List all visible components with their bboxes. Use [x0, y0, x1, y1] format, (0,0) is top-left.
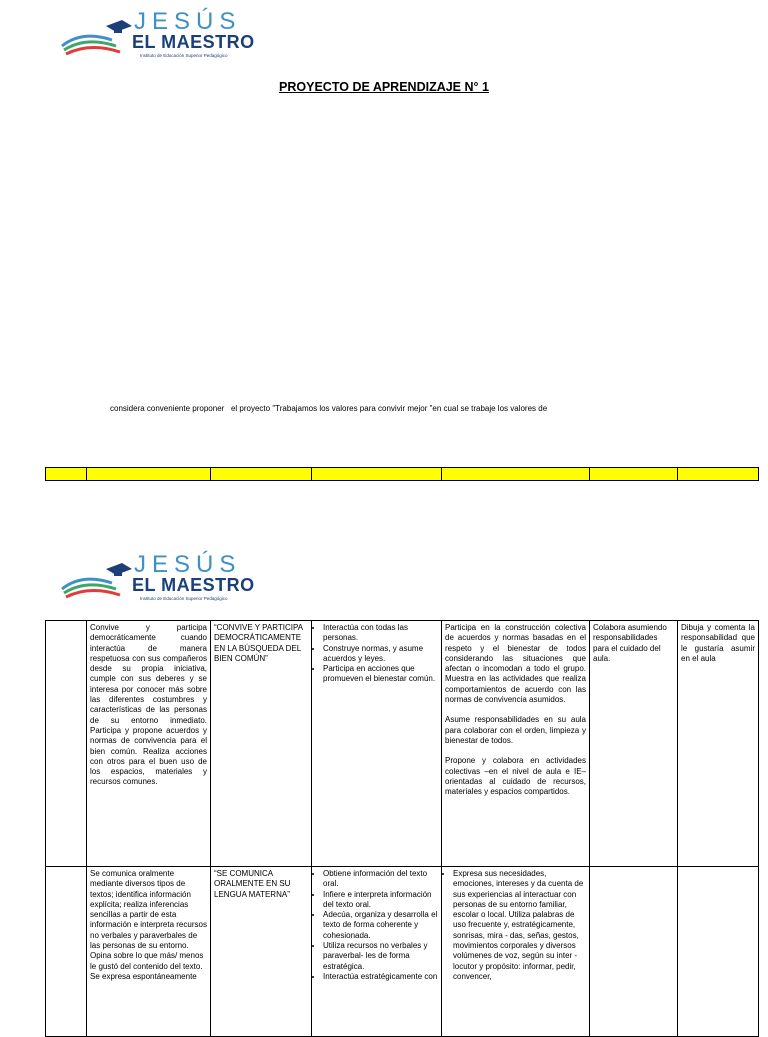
capacities-cell — [312, 867, 442, 1037]
standard-cell: Convive y participa democráticamente cuando interactúa de manera respetuosa con sus compañeros desde su propia iniciativa, cumple con sus deberes y se interesa por conocer más sobre las diferentes costumbres y características de las personas de su entorno inmediato. Participa y propone acuerdos y normas de convivencia para el bien común. Realiza acciones con otros para el buen uso de los espacios, materiales y recursos comunes. — [87, 621, 211, 867]
learning-project-table — [45, 620, 759, 1037]
institute-logo — [60, 553, 260, 601]
capacity-item: • Infiere e interpreta información del texto oral. — [323, 890, 438, 911]
performance-cell — [442, 867, 590, 1037]
table-row — [46, 867, 759, 1037]
header-cell — [442, 468, 590, 481]
swoosh-graduation-cap-icon — [60, 559, 132, 599]
criteria-cell — [590, 867, 678, 1037]
capacity-item: • Interactúa estratégicamente con — [323, 972, 438, 982]
header-cell — [211, 468, 312, 481]
capacities-cell — [312, 621, 442, 867]
capacity-item: • Interactúa con todas las personas. — [323, 623, 438, 644]
table-row — [46, 621, 759, 867]
performance-cell — [442, 621, 590, 867]
header-cell — [87, 468, 211, 481]
capacity-item: • Participa en acciones que promueven el bienestar común. — [323, 664, 438, 685]
swoosh-graduation-cap-icon — [60, 16, 132, 56]
header-cell — [590, 468, 678, 481]
logo-line-1: JESÚS — [134, 8, 242, 35]
performance-paragraph: Participa en la construcción colectiva de acuerdos y normas basadas en el respeto y el bienestar de todos considerando las situaciones que afectan o incomodan a todo el grupo. Muestra en las actividades que realiza comportamientos de acuerdo con las normas de convivencia asumidos. — [445, 623, 586, 705]
header-cell — [46, 468, 87, 481]
competence-cell: “CONVIVE Y PARTICIPA DEMOCRÁTICAMENTE EN LA BÚSQUEDA DEL BIEN COMÚN” — [211, 621, 312, 867]
evidence-cell — [678, 867, 759, 1037]
competence-cell: “SE COMUNICA ORALMENTE EN SU LENGUA MATERNA” — [211, 867, 312, 1037]
highlighted-header-row — [45, 467, 759, 481]
standard-cell: Se comunica oralmente mediante diversos tipos de textos; identifica información explícita; realiza inferencias sencillas a partir de esta información e interpreta recursos no verbales y paraverbales de las personas de su entorno. Opina sobre lo que más/ menos le gustó del contenido del texto. Se expresa espontáneamente — [87, 867, 211, 1037]
performance-paragraph: Propone y colabora en actividades colectivas –en el nivel de aula e IE– orientadas al cuidado de recursos, materiales y espacios compartidos. — [445, 756, 586, 797]
evidence-cell: Dibuja y comenta la responsabilidad que le gustaría asumir en el aula — [678, 621, 759, 867]
logo-line-2: EL MAESTRO — [132, 32, 255, 52]
page-title: PROYECTO DE APRENDIZAJE N° 1 — [279, 80, 489, 94]
performance-paragraph: Asume responsabilidades en su aula para colaborar con el orden, limpieza y bienestar de todos. — [445, 715, 586, 745]
logo-tagline: Instituto de Educación Superior Pedagógico — [140, 53, 228, 58]
header-cell — [312, 468, 442, 481]
logo-line-1: JESÚS — [134, 551, 242, 578]
logo-tagline: Instituto de Educación Superior Pedagógico — [140, 596, 228, 601]
institute-logo — [60, 10, 260, 58]
capacity-item: • Adecúa, organiza y desarrolla el texto de forma coherente y cohesionada. — [323, 910, 438, 941]
capacity-item: • Utiliza recursos no verbales y paraverbal- les de forma estratégica. — [323, 941, 438, 972]
logo-line-2: EL MAESTRO — [132, 575, 255, 595]
header-cell — [678, 468, 759, 481]
area-cell — [46, 867, 87, 1037]
intro-sentence: considera conveniente proponer el proyecto "Trabajamos los valores para convivir mejor "en cual se trabaje los valores de — [110, 404, 548, 413]
criteria-cell: Colabora asumiendo responsabilidades para el cuidado del aula. — [590, 621, 678, 867]
capacity-item: • Obtiene información del texto oral. — [323, 869, 438, 890]
capacity-item: • Construye normas, y asume acuerdos y leyes. — [323, 644, 438, 665]
performance-item: • Expresa sus necesidades, emociones, intereses y da cuenta de sus experiencias al interactuar con personas de su entorno familiar, escolar o local. Utiliza palabras de uso frecuente y, estratégicamente, sonrisas, mira - das, señas, gestos, movimientos corporales y diversos volúmenes de voz, según su inter - locutor y propósito: informar, pedir, convencer, — [453, 869, 586, 982]
area-cell — [46, 621, 87, 867]
